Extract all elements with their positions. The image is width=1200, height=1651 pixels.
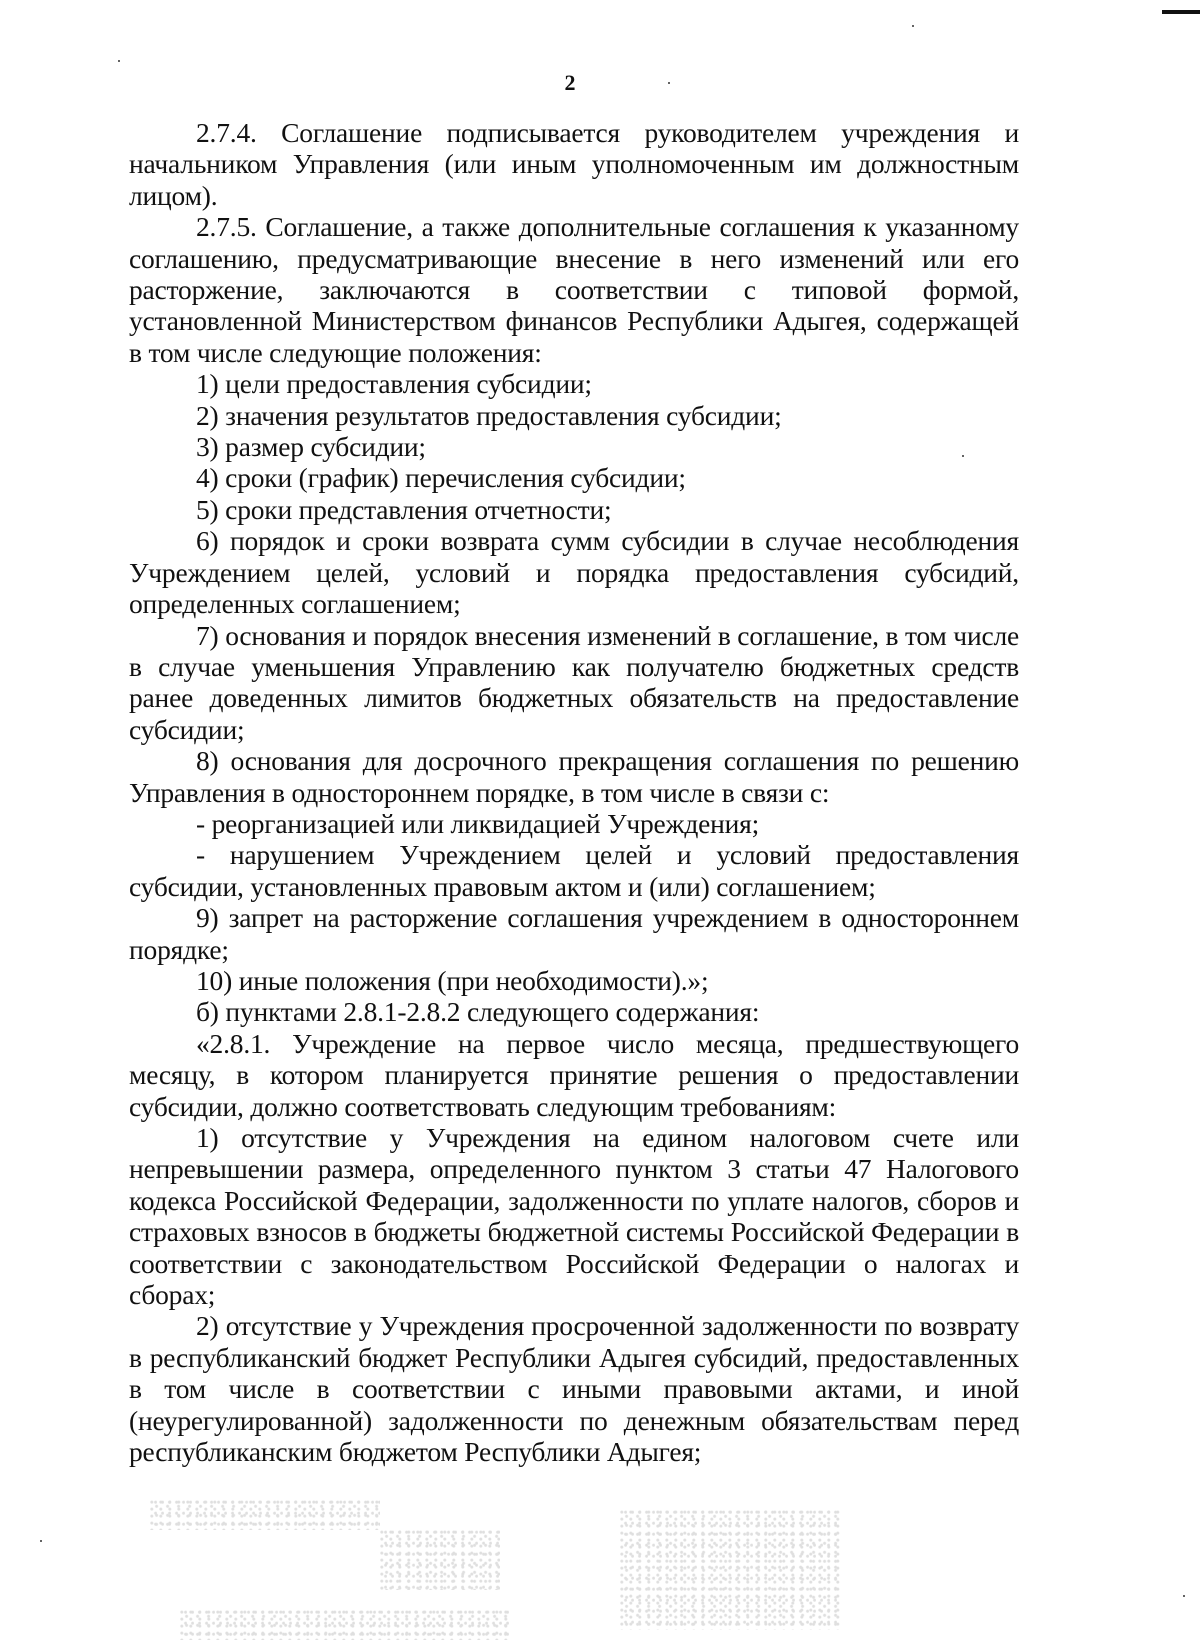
list-item: 9) запрет на расторжение соглашения учреждением в одностороннем порядке; xyxy=(129,902,1019,965)
list-item: 2) отсутствие у Учреждения просроченной задолженности по возврату в республиканский бюджет Республики Адыгея субсидий, предоставленных в том числе в соответствии с иными правовыми актами, и иной (неурегулированной) задолженности по денежным обязательствам перед республиканским бюджетом Республики Адыгея; xyxy=(129,1310,1019,1468)
scan-speck xyxy=(1183,1595,1185,1597)
list-item: 4) сроки (график) перечисления субсидии; xyxy=(196,462,686,494)
document-body xyxy=(129,117,1019,1467)
scan-speck xyxy=(118,60,120,62)
list-item: 7) основания и порядок внесения изменений в соглашение, в том числе в случае уменьшения Управлению как получателю бюджетных средств ранее доведенных лимитов бюджетных обязательств на предоставление субсидии; xyxy=(129,619,1019,745)
scan-speck xyxy=(962,455,964,457)
list-item: 6) порядок и сроки возврата сумм субсидии в случае несоблюдения Учреждением целей, условий и порядка предоставления субсидий, определенных соглашением; xyxy=(129,525,1019,620)
list-item: 1) цели предоставления субсидии; xyxy=(196,368,592,400)
sub-list-item: - нарушением Учреждением целей и условий предоставления субсидии, установленных правовым актом и (или) соглашением; xyxy=(129,839,1019,902)
paragraph-2-7-5: 2.7.5. Соглашение, а также дополнительные соглашения к указанному соглашению, предусматривающие внесение в него изменений или его расторжение, заключаются в соответствии с типовой формой, установленной Министерством финансов Республики Адыгея, содержащей в том числе следующие положения: xyxy=(129,211,1019,368)
scan-noise xyxy=(180,1610,510,1640)
scan-noise xyxy=(380,1530,500,1590)
paragraph-2-8-1: «2.8.1. Учреждение на первое число месяца, предшествующего месяцу, в котором планируется принятие решения о предоставлении субсидии, должно соответствовать следующим требованиям: xyxy=(129,1027,1019,1122)
list-item: 3) размер субсидии; xyxy=(196,431,426,463)
list-item: 8) основания для досрочного прекращения соглашения по решению Управления в одностороннем порядке, в том числе в связи с: xyxy=(129,745,1019,808)
page-number: 2 xyxy=(564,70,576,95)
scan-speck xyxy=(668,82,670,84)
list-item: 1) отсутствие у Учреждения на едином налоговом счете или непревышении размера, определенного пунктом 3 статьи 47 Налогового кодекса Российской Федерации, задолженности по уплате налогов, сборов и страховых взносов в бюджеты бюджетной системы Российской Федерации в соответствии с законодательством Российской Федерации о налогах и сборах; xyxy=(129,1122,1019,1311)
scan-noise xyxy=(150,1500,380,1530)
list-item: 10) иные положения (при необходимости).»; xyxy=(196,964,709,996)
paragraph-2-7-4: 2.7.4. Соглашение подписывается руководителем учреждения и начальником Управления (или иным уполномоченным им должностным лицом). xyxy=(129,117,1019,211)
scan-noise xyxy=(620,1510,840,1630)
paragraph-b: б) пунктами 2.8.1-2.8.2 следующего содержания: xyxy=(196,996,760,1028)
scan-speck xyxy=(40,1540,42,1542)
sub-list-item: - реорганизацией или ликвидацией Учреждения; xyxy=(196,807,760,839)
list-item: 2) значения результатов предоставления субсидии; xyxy=(196,399,782,431)
scan-speck xyxy=(912,25,914,27)
scan-artifact-dash xyxy=(1162,10,1200,14)
list-item: 5) сроки представления отчетности; xyxy=(196,493,612,525)
